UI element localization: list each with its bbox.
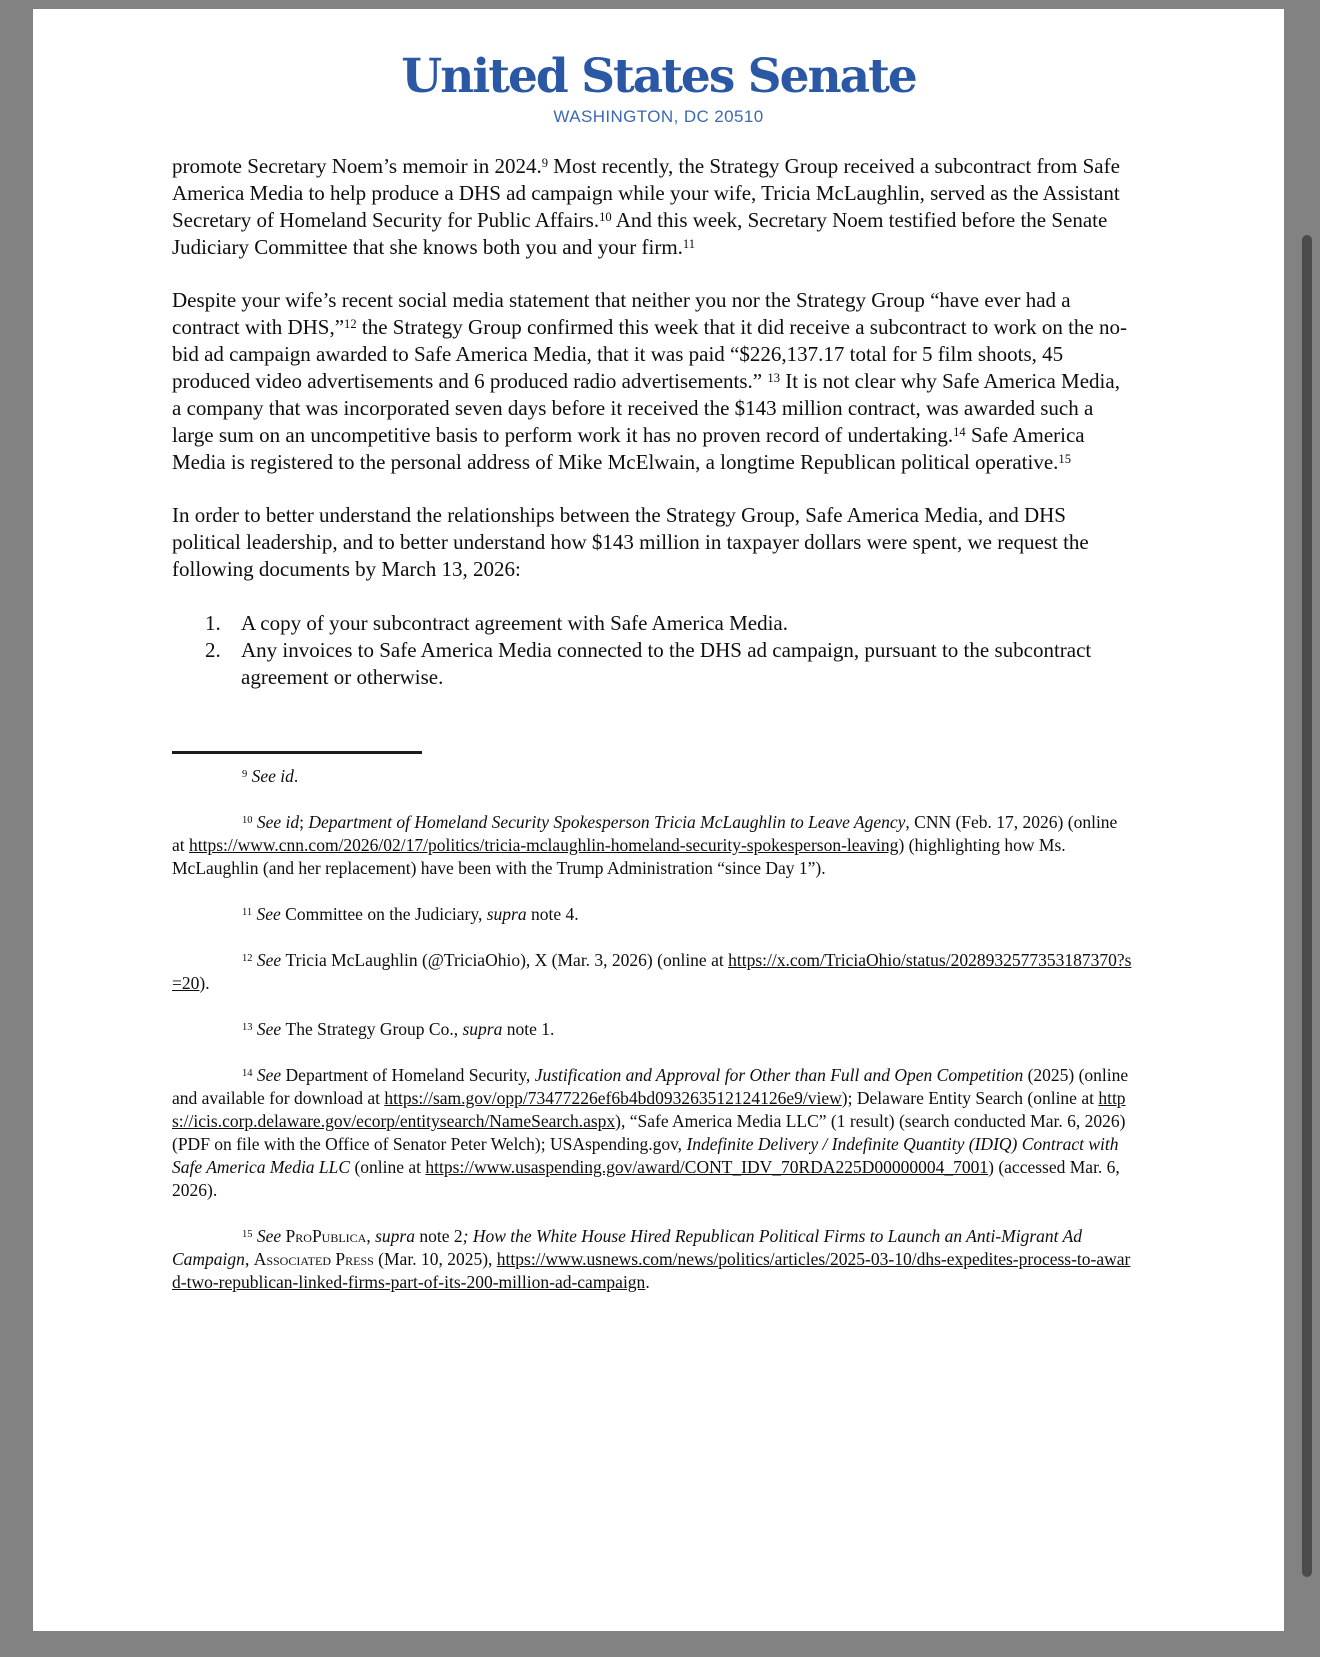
text-run: The Strategy Group Co., (285, 1019, 463, 1039)
footnote (172, 765, 1132, 788)
text-run: See id (251, 766, 294, 786)
text-run: note 1. (502, 1019, 555, 1039)
item-text (241, 637, 1132, 691)
text-run: (Mar. 10, 2025), (373, 1249, 497, 1269)
text-run: See (256, 904, 286, 924)
text-run: the Strategy Group confirmed this week that it did receive a subcontract to work on the no-bid ad campaign awarded to Safe America Media, that it was paid “$226,137.17 total for 5 film shoots, 45 produced video advertisements and 6 produced radio advertisements.” (172, 315, 1127, 393)
text-run: A copy of your subcontract agreement with Safe America Media. (241, 611, 788, 635)
text-run: Committee on the Judiciary, (285, 904, 487, 924)
footnote (172, 949, 1132, 995)
item-number: 1. (205, 611, 221, 635)
text-run: Department of Homeland Security, (285, 1065, 535, 1085)
hyperlink[interactable]: https://www.cnn.com/2026/02/17/politics/tricia-mclaughlin-homeland-security-spokesperson-leaving (189, 835, 899, 855)
text-run: supra (375, 1226, 415, 1246)
hyperlink[interactable]: https://sam.gov/opp/73477226ef6b4bd093263512124126e9/view (384, 1088, 842, 1108)
letter-body (33, 153, 1284, 1294)
text-run: Any invoices to Safe America Media connected to the DHS ad campaign, pursuant to the subcontract agreement or otherwise. (241, 638, 1092, 689)
text-run: See (256, 950, 286, 970)
text-run: , (366, 1226, 376, 1246)
item-text (241, 610, 1132, 637)
text-run: , (244, 1249, 254, 1269)
request-item (172, 637, 1132, 691)
letterhead (33, 9, 1284, 127)
hyperlink[interactable]: https://icis.corp.delaware.gov/ecorp/entitysearch/NameSearch.aspx (172, 1088, 1126, 1131)
text-run: ) (accessed Mar. 6, 2026). (172, 1157, 1120, 1200)
footnote-separator (172, 751, 422, 754)
letter-page (33, 9, 1284, 1631)
footnote-number: 15 (242, 1228, 253, 1240)
letterhead-title: United States Senate (401, 49, 916, 104)
text-run: See (256, 1065, 286, 1085)
hyperlink[interactable]: https://www.usaspending.gov/award/CONT_IDV_70RDA225D00000004_7001 (425, 1157, 989, 1177)
text-run: . (293, 766, 299, 786)
text-run: Associated Press (253, 1249, 374, 1269)
text-run: ); Delaware Entity Search (online at (841, 1088, 1099, 1108)
text-run: Department of Homeland Security Spokesperson Tricia McLaughlin to Leave Agency (308, 812, 906, 832)
hyperlink[interactable]: https://x.com/TriciaOhio/status/2028932577353187370?s=20 (172, 950, 1132, 993)
footnote-number: 11 (242, 906, 253, 918)
text-run: It is not clear why Safe America Media, a company that was incorporated seven days before it received the $143 million contract, was awarded such a large sum on an uncompetitive basis to perform work it has no proven record of undertaking. (172, 369, 1120, 447)
text-run: note 2 (414, 1226, 463, 1246)
footnote (172, 1225, 1132, 1294)
footnote (172, 903, 1132, 926)
request-item (172, 610, 1132, 637)
text-run: Safe America Media is registered to the personal address of Mike McElwain, a longtime Republican political operative. (172, 423, 1085, 474)
text-run: In order to better understand the relationships between the Strategy Group, Safe America Media, and DHS political leadership, and to better understand how $143 million in taxpayer dollars were spent, we request the following documents by March 13, 2026: (172, 503, 1089, 581)
footnote-ref: 13 (767, 370, 780, 385)
footnote-ref: 10 (599, 209, 612, 224)
body-paragraph (172, 287, 1132, 476)
text-run: ; How the White House Hired Republican Political Firms to Launch an Anti-Migrant Ad Campaign (172, 1226, 1083, 1269)
text-run: Indefinite Delivery / Indefinite Quantity (IDIQ) Contract with Safe America Media LLC (172, 1134, 1119, 1177)
body-paragraph (172, 153, 1132, 261)
text-run: ProPublica (285, 1226, 367, 1246)
text-run: Justification and Approval for Other than Full and Open Competition (534, 1065, 1024, 1085)
letterhead-address: WASHINGTON, DC 20510 (553, 107, 764, 126)
footnote-ref: 11 (682, 236, 696, 251)
text-run: See (256, 1226, 286, 1246)
hyperlink[interactable]: https://www.usnews.com/news/politics/articles/2025-03-10/dhs-expedites-process-to-award-two-republican-linked-firms-part-of-its-200-million-ad-campaign (172, 1249, 1131, 1292)
scrollbar-thumb[interactable] (1302, 235, 1312, 1577)
footnote-ref: 14 (953, 424, 966, 439)
text-run: (online at (350, 1157, 426, 1177)
scrollbar-track[interactable] (1284, 0, 1320, 1657)
text-run: . (645, 1272, 650, 1292)
item-number: 2. (205, 638, 221, 662)
body-paragraph (172, 502, 1132, 583)
text-run: supra (486, 904, 527, 924)
footnote (172, 1064, 1132, 1202)
request-list (172, 610, 1132, 691)
text-run: See (256, 1019, 286, 1039)
text-run: Despite your wife’s recent social media statement that neither you nor the Strategy Group “have ever had a contract with DHS,” (172, 288, 1071, 339)
footnote-number: 13 (242, 1021, 253, 1033)
text-run: (2025) (online and available for download at (172, 1065, 1129, 1108)
footnote (172, 811, 1132, 880)
text-run: Most recently, the Strategy Group received a subcontract from Safe America Media to help produce a DHS ad campaign while your wife, Tricia McLaughlin, served as the Assistant Secretary of Homeland Security for Public Affairs. (172, 154, 1120, 232)
footnote-ref: 9 (541, 155, 549, 170)
text-run: And this week, Secretary Noem testified before the Senate Judiciary Committee that she knows both you and your firm. (172, 208, 1108, 259)
text-run: supra (462, 1019, 503, 1039)
text-run: See id (256, 812, 300, 832)
text-run: note 4. (526, 904, 579, 924)
text-run: ) (highlighting how Ms. McLaughlin (and her replacement) have been with the Trump Administration “since Day 1”). (172, 835, 1066, 878)
text-run: Tricia McLaughlin (@TriciaOhio), X (Mar. 3, 2026) (online at (285, 950, 729, 970)
footnote-number: 14 (242, 1067, 253, 1079)
text-run: , CNN (Feb. 17, 2026) (online at (172, 812, 1118, 855)
footnote (172, 1018, 1132, 1041)
text-run: ), “Safe America Media LLC” (1 result) (search conducted Mar. 6, 2026) (PDF on file with the Office of Senator Peter Welch); USAspending.gov, (172, 1111, 1126, 1154)
footnote-ref: 12 (344, 316, 357, 331)
footnote-number: 9 (242, 768, 248, 780)
text-run: ). (199, 973, 210, 993)
footnote-number: 10 (242, 814, 253, 826)
footnote-ref: 15 (1058, 451, 1072, 466)
text-run: ; (299, 812, 309, 832)
footnote-number: 12 (242, 952, 253, 964)
text-run: promote Secretary Noem’s memoir in 2024. (172, 154, 542, 178)
